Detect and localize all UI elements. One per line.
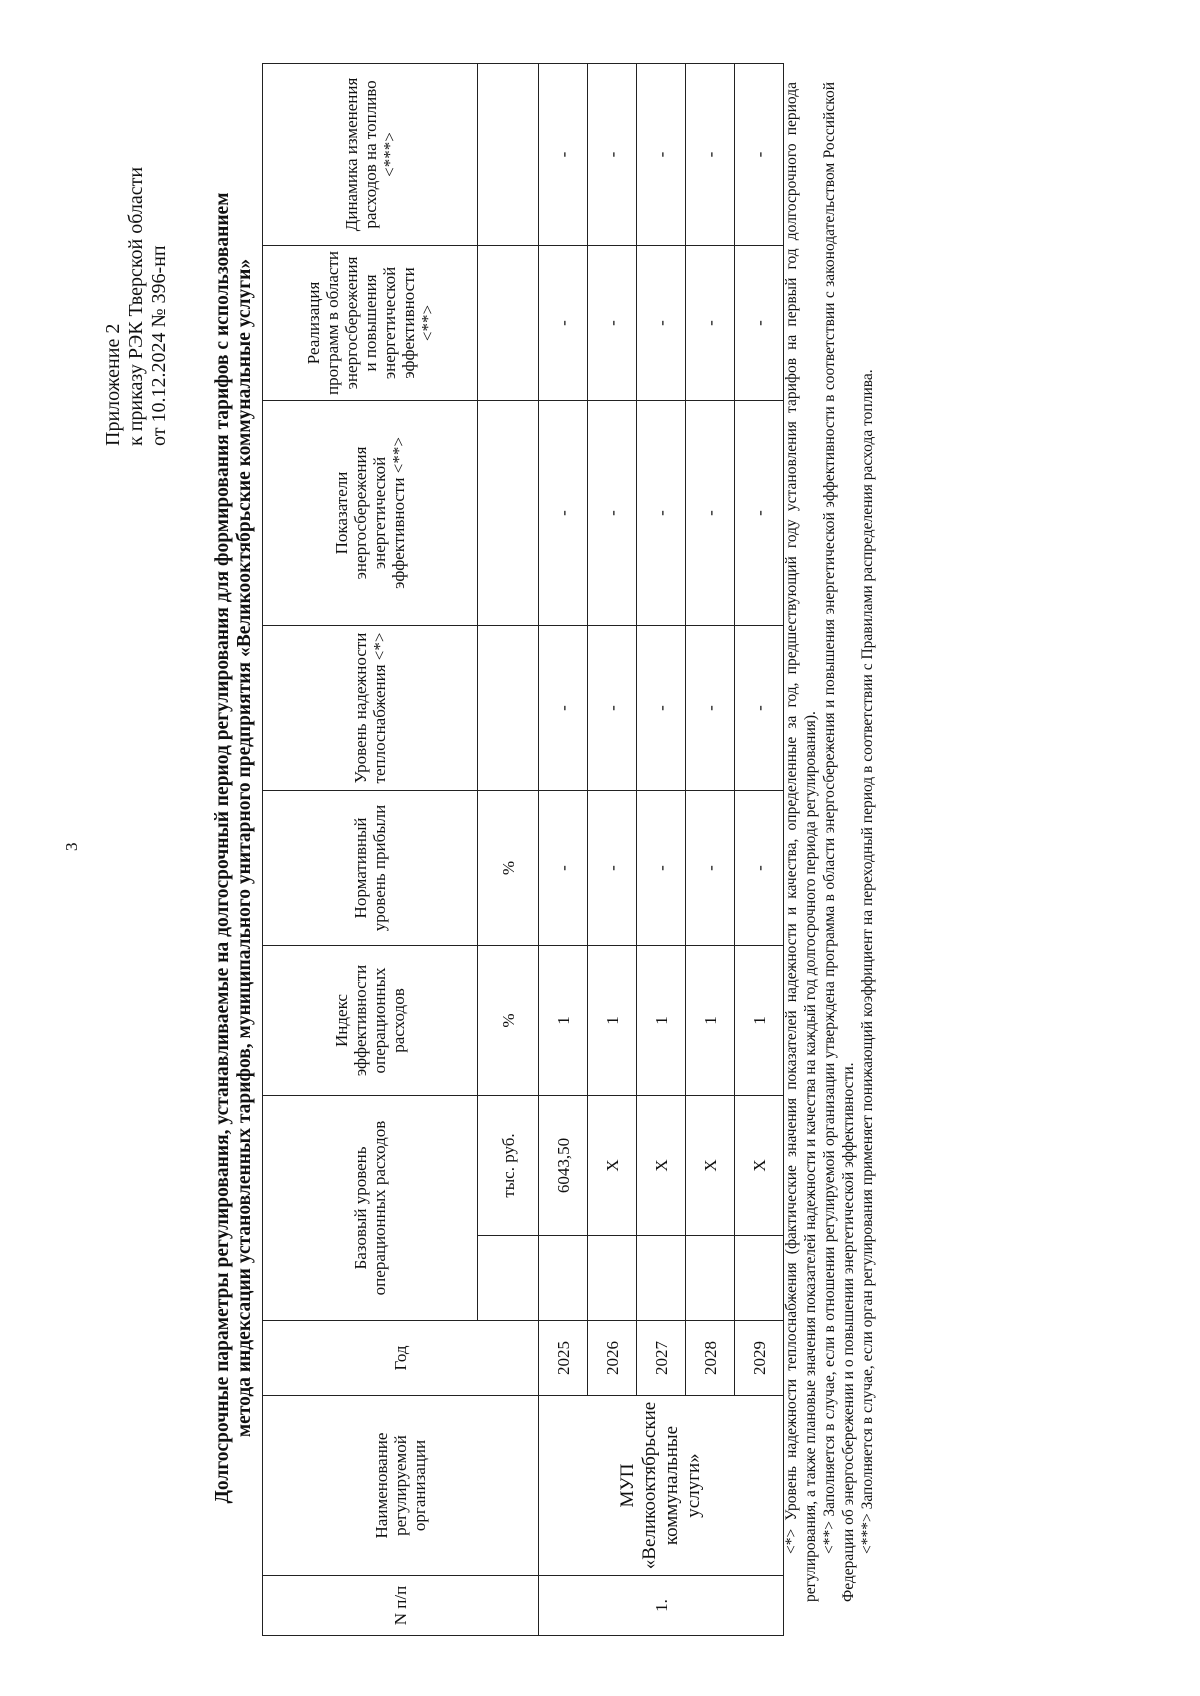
header-efficiency-index: Индекс эффективности операционных расходов <box>263 945 478 1095</box>
cell-index: 1 <box>539 945 588 1095</box>
appendix-line-1: Приложение 2 <box>102 323 124 446</box>
cell-reliability: - <box>637 625 686 790</box>
cell-profit: - <box>686 790 735 945</box>
cell-profit: - <box>539 790 588 945</box>
cell-index: 1 <box>735 945 784 1095</box>
cell-year: 2026 <box>588 1321 637 1396</box>
cell-profit: - <box>588 790 637 945</box>
cell-year: 2028 <box>686 1321 735 1396</box>
units-empty <box>478 625 539 790</box>
appendix-line-3: от 10.12.2024 № 396-нп <box>148 245 170 446</box>
header-fuel-dynamics: Динамика изменения расходов на топливо <***> <box>263 63 478 245</box>
cell-base: X <box>686 1095 735 1235</box>
cell-fuel: - <box>735 63 784 245</box>
cell-programs: - <box>637 245 686 400</box>
cell-base-empty <box>637 1236 686 1321</box>
units-base-opex-empty <box>478 1236 539 1321</box>
units-efficiency-index: % <box>478 945 539 1095</box>
org-name: МУП «Великооктябрьские коммунальные услуги» <box>539 1396 784 1576</box>
cell-reliability: - <box>539 625 588 790</box>
cell-base: X <box>735 1095 784 1235</box>
footnotes <box>782 82 877 1602</box>
header-org: Наименование регулируемой организации <box>263 1396 539 1576</box>
parameters-table <box>262 63 784 1636</box>
cell-programs: - <box>735 245 784 400</box>
cell-index: 1 <box>637 945 686 1095</box>
header-energy-indicators: Показатели энергосбережения энергетической эффективности <**> <box>263 400 478 625</box>
cell-year: 2025 <box>539 1321 588 1396</box>
footnote-3: <***> Заполняется в случае, если орган регулирования применяет понижающий коэффициент на переходный период в соответствии с Правилами распределения расхода топлива. <box>859 369 876 1554</box>
cell-fuel: - <box>588 63 637 245</box>
cell-programs: - <box>539 245 588 400</box>
header-profit-level: Нормативный уровень прибыли <box>263 790 478 945</box>
header-num: N п/п <box>263 1576 539 1636</box>
cell-base: 6043,50 <box>539 1095 588 1235</box>
org-number: 1. <box>539 1576 784 1636</box>
cell-energy: - <box>588 400 637 625</box>
cell-base-empty <box>588 1236 637 1321</box>
appendix-block <box>102 167 171 446</box>
cell-energy: - <box>539 400 588 625</box>
units-base-opex: тыс. руб. <box>478 1095 539 1235</box>
header-energy-programs: Реализация программ в области энергосбережения и повышения энергетической эффективности <**> <box>263 245 478 400</box>
cell-fuel: - <box>637 63 686 245</box>
header-base-opex: Базовый уровень операционных расходов <box>263 1095 478 1320</box>
cell-reliability: - <box>735 625 784 790</box>
cell-base: X <box>588 1095 637 1235</box>
cell-programs: - <box>686 245 735 400</box>
page-number: 3 <box>62 842 81 851</box>
footnote-1: <*> Уровень надежности теплоснабжения (фактические значения показателей надежности и качества, определенные за год, предшествующий году установления тарифов на первый год долгосрочного периода регулирования, а также плановые значения показателей надежности и качества на каждый год долгосрочного периода регулирования). <box>783 82 819 1602</box>
cell-fuel: - <box>539 63 588 245</box>
units-profit-level: % <box>478 790 539 945</box>
cell-energy: - <box>735 400 784 625</box>
cell-base-empty <box>735 1236 784 1321</box>
cell-index: 1 <box>686 945 735 1095</box>
cell-energy: - <box>637 400 686 625</box>
cell-index: 1 <box>588 945 637 1095</box>
cell-programs: - <box>588 245 637 400</box>
title-line-2: метода индексации установленных тарифов, муниципального унитарного предприятия «Великооктябрьские коммунальные услуги» <box>234 258 255 1438</box>
cell-profit: - <box>637 790 686 945</box>
title-line-1: Долгосрочные параметры регулирования, устанавливаемые на долгосрочный период регулирования для формирования тарифов с использованием <box>212 192 233 1504</box>
document-title <box>212 78 256 1618</box>
units-empty <box>478 400 539 625</box>
footnote-2: <**> Заполняется в случае, если в отношении регулируемой организации утверждена программа в области энергосбережения и повышения энергетической эффективности в соответствии с законодательством Российской Федерации об энергосбережении и о повышении энергетической эффективности. <box>821 82 857 1602</box>
cell-energy: - <box>686 400 735 625</box>
cell-base: X <box>637 1095 686 1235</box>
header-year: Год <box>263 1321 539 1396</box>
appendix-line-2: к приказу РЭК Тверской области <box>125 166 147 446</box>
cell-year: 2029 <box>735 1321 784 1396</box>
table-row <box>539 63 588 1635</box>
units-empty <box>478 63 539 245</box>
cell-base-empty <box>539 1236 588 1321</box>
header-reliability: Уровень надежности теплоснабжения <*> <box>263 625 478 790</box>
cell-reliability: - <box>588 625 637 790</box>
cell-fuel: - <box>686 63 735 245</box>
cell-profit: - <box>735 790 784 945</box>
cell-reliability: - <box>686 625 735 790</box>
cell-base-empty <box>686 1236 735 1321</box>
units-empty <box>478 245 539 400</box>
cell-year: 2027 <box>637 1321 686 1396</box>
